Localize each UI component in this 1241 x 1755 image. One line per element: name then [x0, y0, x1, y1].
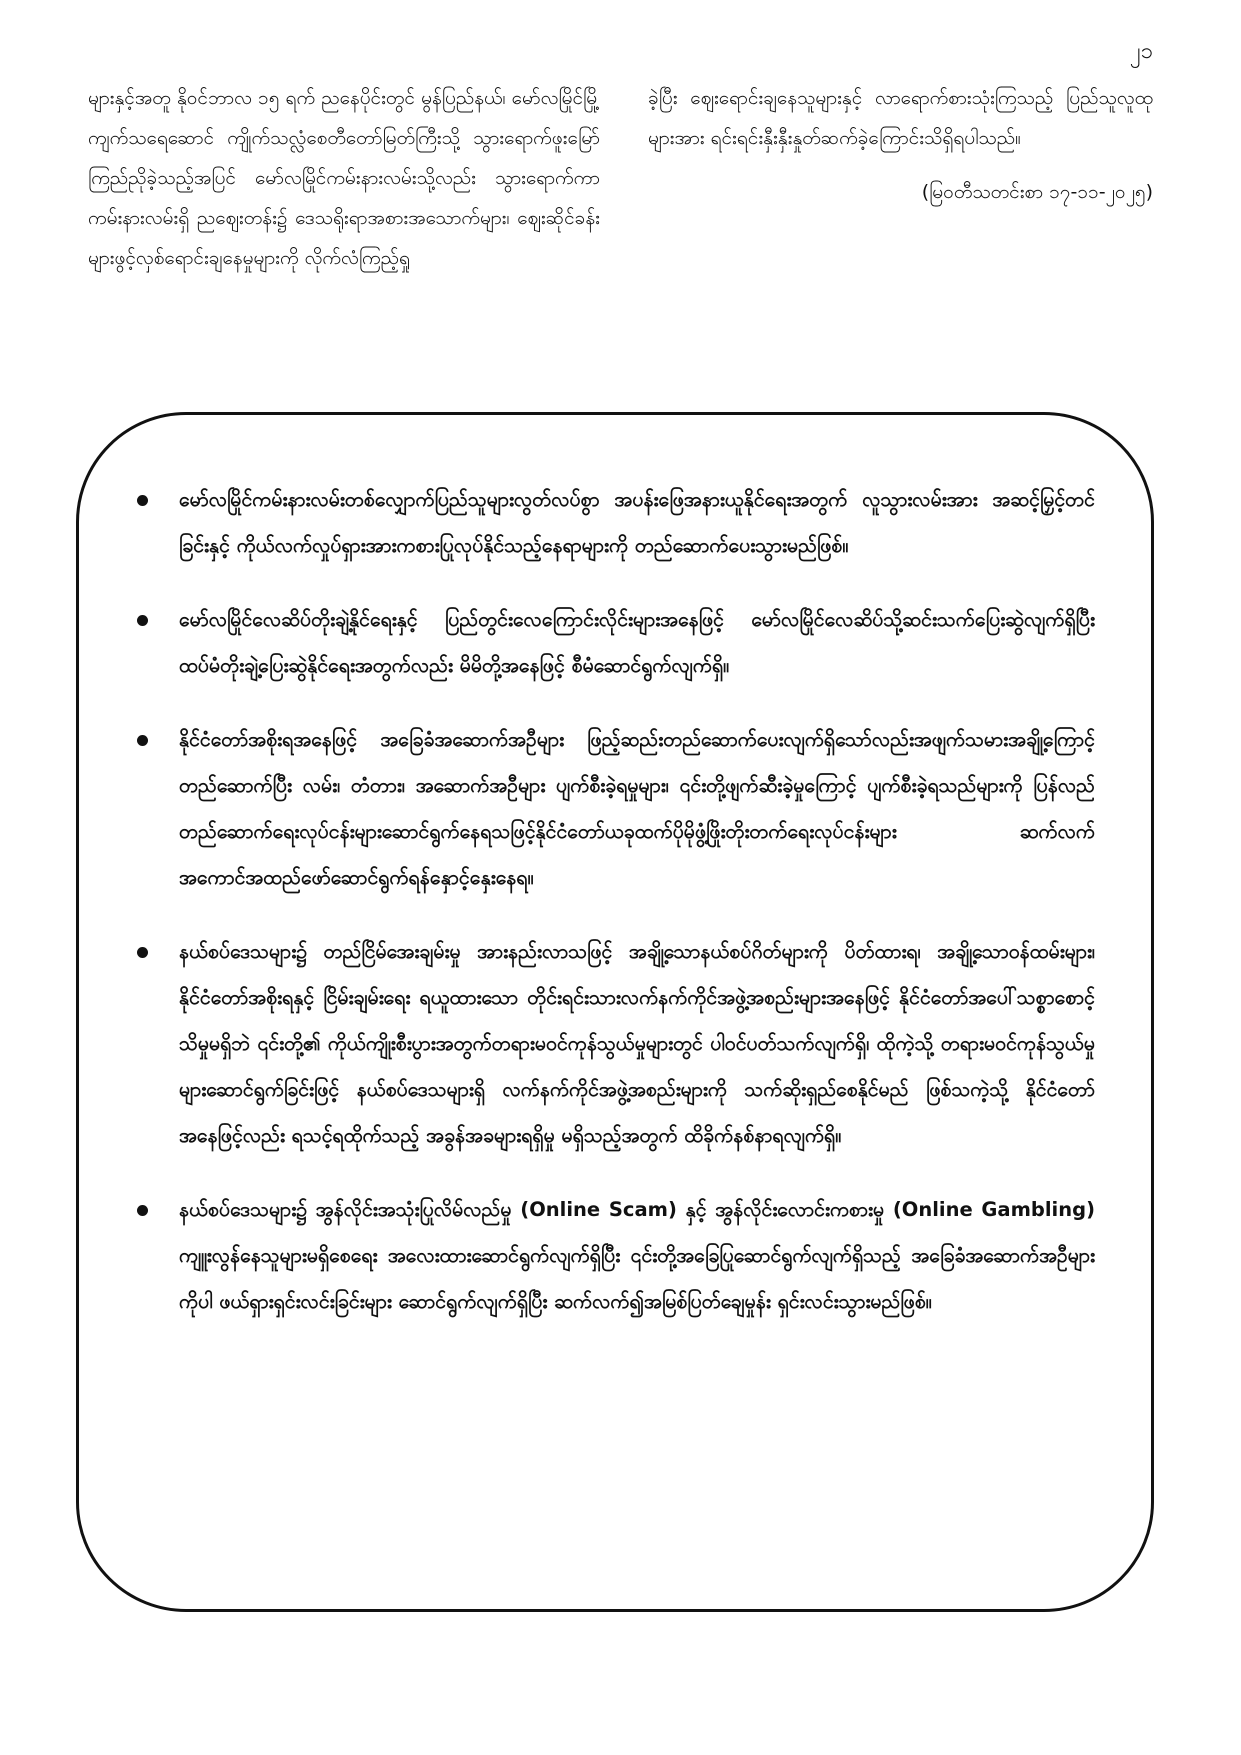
bullet-item — [137, 717, 1095, 901]
bullet-text: မော်လမြိုင်လေဆိပ်တိုးချဲ့နိုင်ရေးနှင့် ပြည်တွင်းလေကြောင်းလိုင်းများအနေဖြင့် မော်လမြိုင်လေဆိပ်သို့ဆင်းသက်ပြေးဆွဲလျက်ရှိပြီး ထပ်မံတိုးချဲ့ပြေးဆွဲနိုင်ရေးအတွက်လည်း မိမိတို့အနေဖြင့် စီမံဆောင်ရွက်လျက်ရှိ။ — [179, 608, 1095, 677]
bullet-item — [137, 477, 1095, 569]
bullet-list — [137, 477, 1095, 1325]
summary-box — [76, 412, 1154, 1612]
bullet-text: နယ်စပ်ဒေသများ၌ အွန်လိုင်းအသုံးပြုလိမ်လည်မှု (Online Scam) နှင့် အွန်လိုင်းလောင်းကစားမှု (Online Gambling) ကျူးလွန်နေသူများမရှိစေရေး အလေးထားဆောင်ရွက်လျက်ရှိပြီး ၎င်းတို့အခြေပြုဆောင်ရွက်လျက်ရှိသည့် အခြေခံအဆောက်အဦများကိုပါ ဖယ်ရှားရှင်းလင်းခြင်းများ ဆောင်ရွက်လျက်ရှိပြီး ဆက်လက်၍အမြစ်ပြတ်ချေမှုန်း ရှင်းလင်းသွားမည်ဖြစ်။ — [179, 1198, 1095, 1313]
bullet-text: မော်လမြိုင်ကမ်းနားလမ်းတစ်လျှောက်ပြည်သူများလွတ်လပ်စွာ အပန်းဖြေအနားယူနိုင်ရေးအတွက် လူသွားလမ်းအား အဆင့်မြှင့်တင်ခြင်းနှင့် ကိုယ်လက်လှုပ်ရှားအားကစားပြုလုပ်နိုင်သည့်နေရာများကို တည်ဆောက်ပေးသွားမည်ဖြစ်။ — [179, 488, 1095, 557]
bullet-text: နိုင်ငံတော်အစိုးရအနေဖြင့် အခြေခံအဆောက်အဦများ ဖြည့်ဆည်းတည်ဆောက်ပေးလျက်ရှိသော်လည်းအဖျက်သမားအချို့ကြောင့် တည်ဆောက်ပြီး လမ်း၊ တံတား၊ အဆောက်အဦများ ပျက်စီးခဲ့ရမှုများ၊ ၎င်းတို့ဖျက်ဆီးခဲ့မှုကြောင့် ပျက်စီးခဲ့ရသည်များကို ပြန်လည်တည်ဆောက်ရေးလုပ်ငန်းများဆောင်ရွက်နေရသဖြင့်နိုင်ငံတော်ယခုထက်ပိုမိုဖွံ့ဖြိုးတိုးတက်ရေးလုပ်ငန်းများ ဆက်လက်အကောင်အထည်ဖော်ဆောင်ရွက်ရန်နှောင့်နှေးနေရ။ — [179, 728, 1095, 889]
article-continuation — [88, 78, 1153, 278]
bullet-dot-icon — [137, 947, 148, 958]
source-citation: (မြဝတီသတင်းစာ ၁၇-၁၁-၂၀၂၅) — [921, 181, 1153, 203]
bullet-item — [137, 597, 1095, 689]
right-column-text: ခဲ့ပြီး ဈေးရောင်းချနေသူများနှင့် လာရောက်စားသုံးကြသည့် ပြည်သူလူထုများအား ရင်းရင်းနှီးနှီးနှုတ်ဆက်ခဲ့ကြောင်းသိရှိရပါသည်။ — [648, 87, 1153, 149]
bullet-dot-icon — [137, 735, 148, 746]
bullet-item — [137, 1187, 1095, 1325]
bullet-text: နယ်စပ်ဒေသများ၌ တည်ငြိမ်အေးချမ်းမှု အားနည်းလာသဖြင့် အချို့သောနယ်စပ်ဂိတ်များကို ပိတ်ထားရ၊ အချို့သောဝန်ထမ်းများ၊ နိုင်ငံတော်အစိုးရနှင့် ငြိမ်းချမ်းရေး ရယူထားသော တိုင်းရင်းသားလက်နက်ကိုင်အဖွဲ့အစည်းများအနေဖြင့် နိုင်ငံတော်အပေါ်သစ္စာစောင့်သိမှုမရှိဘဲ ၎င်းတို့၏ ကိုယ်ကျိုးစီးပွားအတွက်တရားမဝင်ကုန်သွယ်မှုများတွင် ပါဝင်ပတ်သက်လျက်ရှိ၊ ထိုကဲ့သို့ တရားမဝင်ကုန်သွယ်မှုများဆောင်ရွက်ခြင်းဖြင့် နယ်စပ်ဒေသများရှိ လက်နက်ကိုင်အဖွဲ့အစည်းများကို သက်ဆိုးရှည်စေနိုင်မည် ဖြစ်သကဲ့သို့ နိုင်ငံတော်အနေဖြင့်လည်း ရသင့်ရထိုက်သည့် အခွန်အခများရရှိမှု မရှိသည့်အတွက် ထိခိုက်နစ်နာရလျက်ရှိ။ — [179, 940, 1095, 1147]
left-column — [88, 78, 600, 278]
right-column — [648, 78, 1153, 278]
bullet-dot-icon — [137, 495, 148, 506]
bullet-dot-icon — [137, 1205, 148, 1216]
left-column-text: များနှင့်အတူ နိုဝင်ဘာလ ၁၅ ရက် ညနေပိုင်းတွင် မွန်ပြည်နယ်၊ မော်လမြိုင်မြို့ကျက်သရေဆောင် ကျိုက်သလ္လံစေတီတော်မြတ်ကြီးသို့ သွားရောက်ဖူးမြော်ကြည်ညိုခဲ့သည့်အပြင် မော်လမြိုင်ကမ်းနားလမ်းသို့လည်း သွားရောက်ကာ ကမ်းနားလမ်းရှိ ညဈေးတန်း၌ ဒေသရိုးရာအစားအသောက်များ၊ ဈေးဆိုင်ခန်းများဖွင့်လှစ်ရောင်းချနေမှုများကို လိုက်လံကြည့်ရှု — [88, 87, 600, 269]
bullet-dot-icon — [137, 615, 148, 626]
bullet-item — [137, 929, 1095, 1159]
page-number: ၂၁ — [1129, 39, 1153, 64]
